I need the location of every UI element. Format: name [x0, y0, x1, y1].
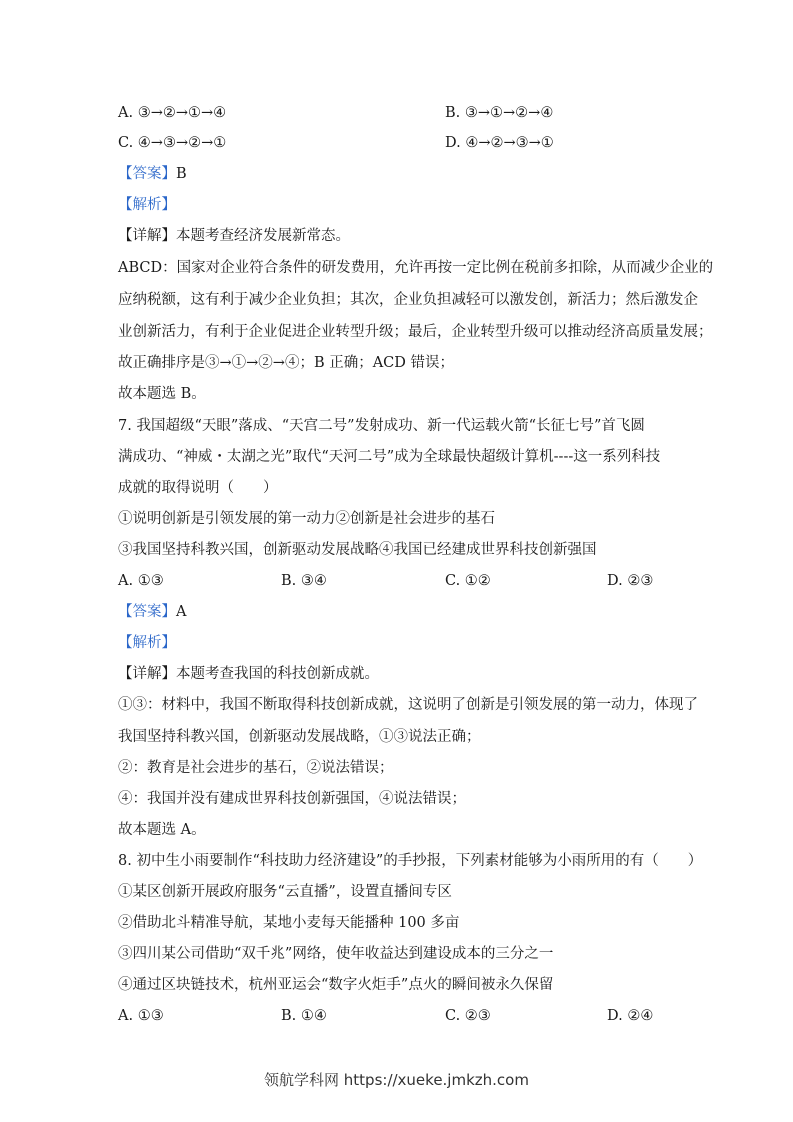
q7-option-a: A. ①③: [118, 573, 164, 589]
q8-item: ②借助北斗精准导航，某地小麦每天能播种 100 多亩: [118, 915, 460, 931]
q7-conclusion: 故本题选 A。: [118, 822, 206, 838]
q6-option-c: C. ④→③→②→①: [118, 135, 227, 151]
q6-body-line: ABCD：国家对企业符合条件的研发费用，允许再按一定比例在税前多扣除，从而减少企业的: [118, 260, 714, 276]
detail-tag: 【详解】: [118, 666, 176, 682]
q7-answer: [118, 602, 186, 622]
q8-option-a: A. ①③: [118, 1008, 164, 1024]
q7-item: ①说明创新是引领发展的第一动力②创新是社会进步的基石: [118, 511, 495, 527]
page-footer: 领航学科网 https://xueke.jmkzh.com: [264, 1071, 529, 1089]
q7-body-line: ①③：材料中，我国不断取得科技创新成就，这说明了创新是引领发展的第一动力，体现了: [118, 697, 698, 713]
q6-body-line: 应纳税额，这有利于减少企业负担；其次，企业负担减轻可以激发创，新活力；然后激发企: [118, 292, 698, 308]
q7-stem-line: 7. 我国超级“天眼”落成、“天宫二号”发射成功、新一代运载火箭“长征七号”首飞圆: [118, 418, 645, 434]
answer-value: B: [176, 166, 187, 182]
q7-stem-line: 满成功、“神威・太湖之光”取代“天河二号”成为全球最快超级计算机----这一系列科技: [118, 449, 661, 465]
q7-body-line: ②：教育是社会进步的基石，②说法错误；: [118, 760, 394, 776]
answer-tag: 【答案】: [118, 604, 176, 620]
detail-text: 本题考查我国的科技创新成就。: [176, 666, 379, 682]
q6-option-b: B. ③→①→②→④: [445, 105, 554, 121]
q7-option-d: D. ②③: [607, 573, 654, 589]
detail-text: 本题考查经济发展新常态。: [176, 228, 350, 244]
q6-option-a: A. ③→②→①→④: [118, 105, 227, 121]
answer-value: A: [176, 604, 187, 620]
q7-body-line: ④：我国并没有建成世界科技创新强国，④说法错误；: [118, 791, 466, 807]
q6-answer: [118, 164, 187, 184]
q7-item: ③我国坚持科教兴国，创新驱动发展战略④我国已经建成世界科技创新强国: [118, 542, 597, 558]
q6-conclusion: 故本题选 B。: [118, 386, 206, 402]
q8-item: ①某区创新开展政府服务“云直播”，设置直播间专区: [118, 884, 452, 900]
q6-option-d: D. ④→②→③→①: [445, 135, 554, 151]
q8-stem: 8. 初中生小雨要制作“科技助力经济建设”的手抄报，下列素材能够为小雨所用的有（ ）: [118, 853, 703, 869]
q8-option-c: C. ②③: [445, 1008, 491, 1024]
q7-stem-line: 成就的取得说明（ ）: [118, 480, 278, 496]
detail-tag: 【详解】: [118, 228, 176, 244]
q6-body-line: 业创新活力，有利于企业促进企业转型升级；最后，企业转型升级可以推动经济高质量发展；: [118, 324, 713, 340]
q6-analysis-heading: [118, 195, 176, 215]
q7-option-b: B. ③④: [281, 573, 327, 589]
q6-body-line: 故正确排序是③→①→②→④；B 正确；ACD 错误；: [118, 355, 455, 371]
q7-analysis-heading: [118, 633, 176, 653]
analysis-tag: 【解析】: [118, 197, 176, 213]
q8-option-d: D. ②④: [607, 1008, 654, 1024]
q6-detail: [118, 226, 350, 246]
q7-detail: [118, 664, 379, 684]
q8-item: ④通过区块链技术，杭州亚运会“数字火炬手”点火的瞬间被永久保留: [118, 977, 554, 993]
analysis-tag: 【解析】: [118, 635, 176, 651]
q8-item: ③四川某公司借助“双千兆”网络，使年收益达到建设成本的三分之一: [118, 946, 554, 962]
answer-tag: 【答案】: [118, 166, 176, 182]
q7-body-line: 我国坚持科教兴国，创新驱动发展战略，①③说法正确；: [118, 729, 481, 745]
q7-option-c: C. ①②: [445, 573, 491, 589]
q8-option-b: B. ①④: [281, 1008, 327, 1024]
